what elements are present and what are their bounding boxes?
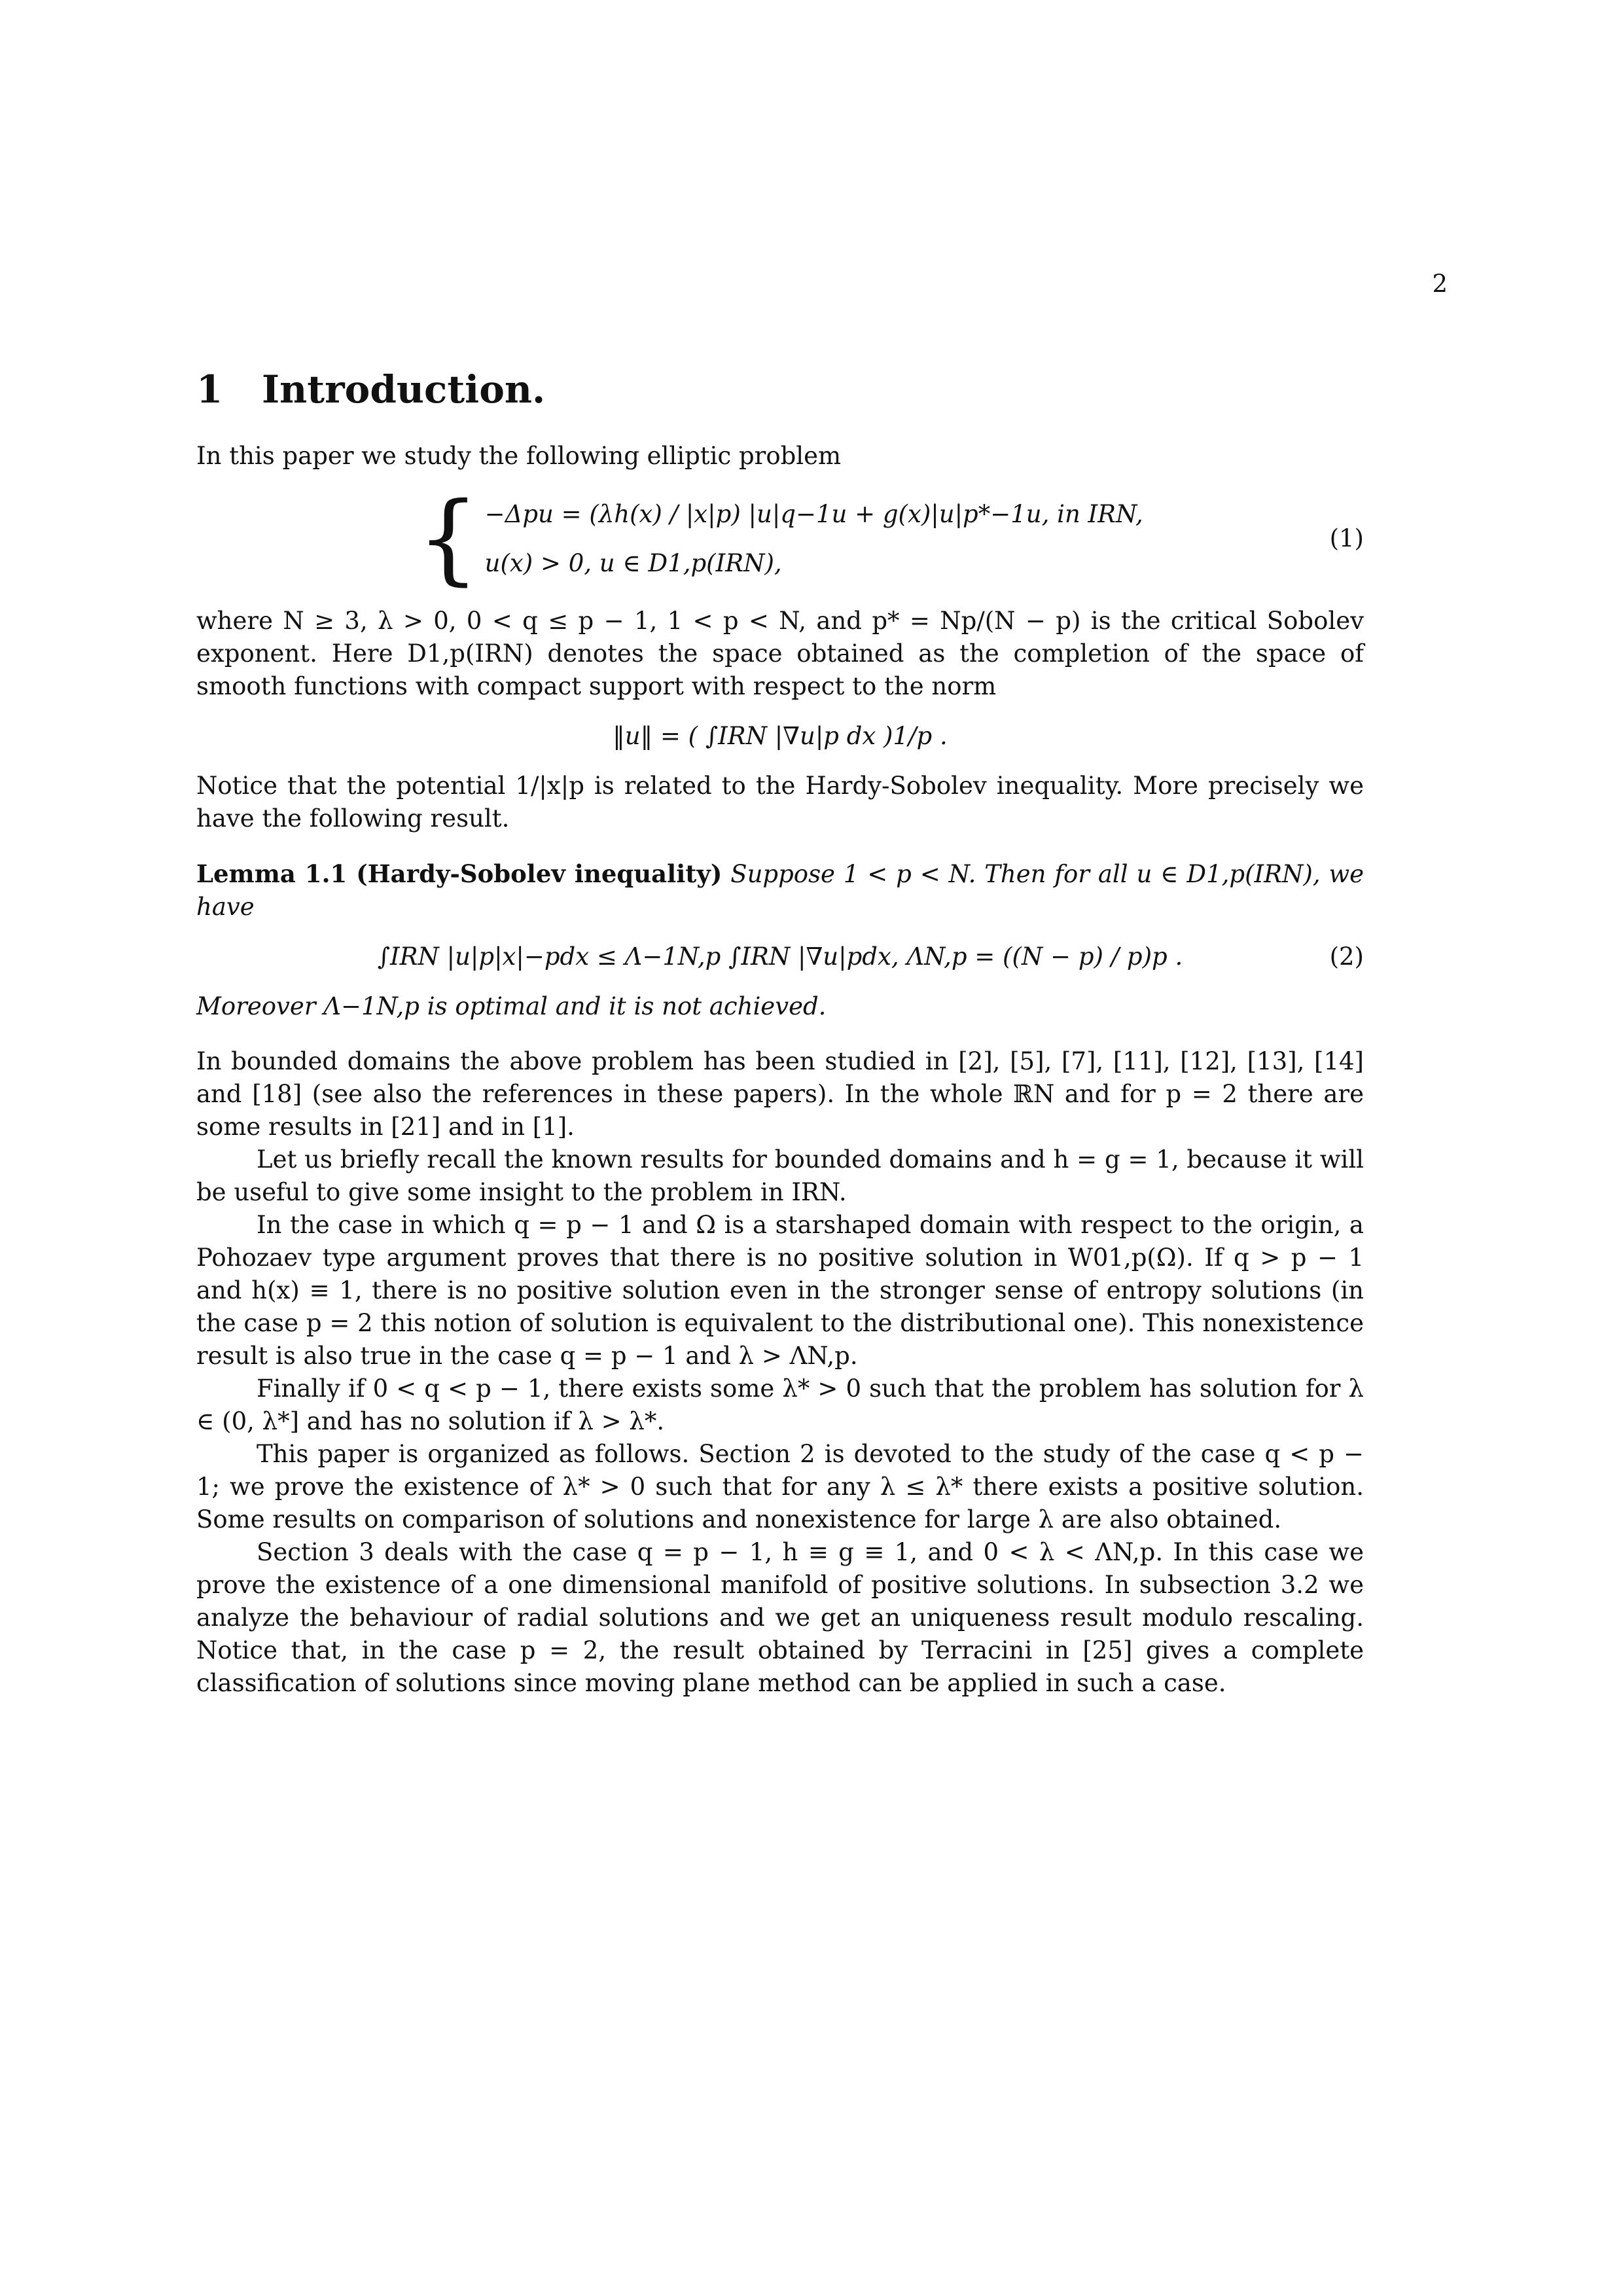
lemma-statement: Suppose 1 < p < N. Then for all u ∈ D1,p(IRN), we have xyxy=(196,860,1364,921)
lemma-title: Lemma 1.1 (Hardy-Sobolev inequality) xyxy=(196,859,722,888)
equation-1-label: (1) xyxy=(1329,524,1364,552)
equation-2 xyxy=(196,941,1364,973)
body-paragraph-3: In the case in which q = p − 1 and Ω is a starshaped domain with respect to the origin, a Pohozaev type argument proves that there is no positive solution in W01,p(Ω). If q > p − 1 and h(x) ≡ 1, there is no positive solution even in the stronger sense of entropy solutions (in the case p = 2 this notion of solution is equivalent to the distributional one). This nonexistence result is also true in the case q = p − 1 and λ > ΛN,p. xyxy=(196,1211,1364,1370)
equation-1 xyxy=(196,482,1364,596)
lemma-remark: Moreover Λ−1N,p is optimal and it is not achieved. xyxy=(196,992,827,1020)
norm-equation xyxy=(196,720,1364,753)
body-paragraph-2: Let us briefly recall the known results for bounded domains and h = g = 1, because it will be useful to give some insight to the problem in IRN. xyxy=(196,1145,1364,1206)
intro-paragraph: In this paper we study the following elliptic problem xyxy=(196,442,842,470)
norm-equation-text: ‖u‖ = ( ∫IRN |∇u|p dx )1/p . xyxy=(613,722,948,750)
section-number: 1 xyxy=(196,367,223,412)
page-content xyxy=(196,367,1364,1700)
body-paragraph-4: Finally if 0 < q < p − 1, there exists some λ* > 0 such that the problem has solution for λ ∈ (0, λ*] and has no solution if λ > λ*. xyxy=(196,1374,1364,1435)
notice-paragraph: Notice that the potential 1/|x|p is related to the Hardy-Sobolev inequality. More precisely we have the following result. xyxy=(196,772,1364,833)
section-heading xyxy=(196,367,1364,412)
page-number: 2 xyxy=(1432,270,1448,298)
body-paragraph-1: In bounded domains the above problem has been studied in [2], [5], [7], [11], [12], [13], [14] and [18] (see also the references in these papers). In the whole ℝN and for p = 2 there are some results in [21] and in [1]. xyxy=(196,1047,1364,1141)
body-paragraph-6: Section 3 deals with the case q = p − 1, h ≡ g ≡ 1, and 0 < λ < ΛN,p. In this case we prove the existence of a one dimensional manifold of positive solutions. In subsection 3.2 we analyze the behaviour of radial solutions and we get an uniqueness result modulo rescaling. Notice that, in the case p = 2, the result obtained by Terracini in [25] gives a complete classification of solutions since moving plane method can be applied in such a case. xyxy=(196,1538,1364,1697)
paragraph-after-equation-1: where N ≥ 3, λ > 0, 0 < q ≤ p − 1, 1 < p < N, and p* = Np/(N − p) is the critical Sobolev exponent. Here D1,p(IRN) denotes the space obtained as the completion of the space of smooth functions with compact support with respect to the norm xyxy=(196,607,1364,700)
body-paragraph-5: This paper is organized as follows. Section 2 is devoted to the study of the case q < p − 1; we prove the existence of λ* > 0 such that for any λ ≤ λ* there exists a positive solution. Some results on comparison of solutions and nonexistence for large λ are also obtained. xyxy=(196,1440,1364,1534)
lemma-block xyxy=(196,857,1364,1023)
equation-1-row-1: −Δpu = (λh(x) / |x|p) |u|q−1u + g(x)|u|p*−1u, in IRN, xyxy=(484,499,1143,528)
equation-2-text: ∫IRN |u|p|x|−pdx ≤ Λ−1N,p ∫IRN |∇u|pdx, ΛN,p = ((N − p) / p)p . xyxy=(377,942,1183,971)
equation-2-label: (2) xyxy=(1329,942,1364,971)
section-title: Introduction. xyxy=(262,367,546,412)
cases-system xyxy=(417,482,1143,596)
cases-rows xyxy=(485,490,1143,588)
equation-1-row-2: u(x) > 0, u ∈ D1,p(IRN), xyxy=(484,548,782,577)
left-brace: { xyxy=(417,482,480,596)
